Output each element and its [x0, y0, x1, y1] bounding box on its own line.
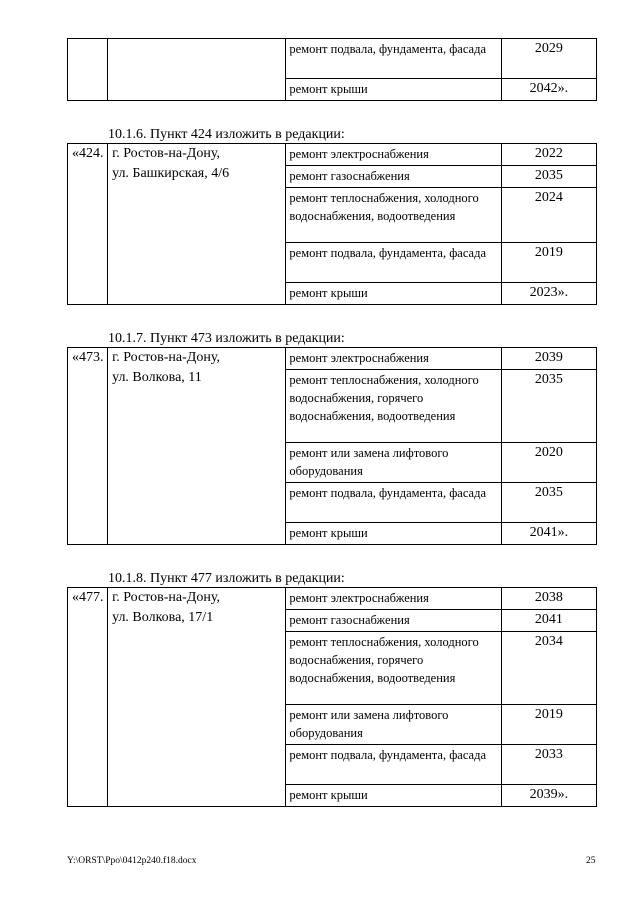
work-cell: ремонт крыши — [286, 523, 501, 545]
year-cell: 2019 — [501, 243, 596, 283]
item-number: «477. — [68, 588, 108, 807]
address-cell — [108, 39, 286, 101]
address-city: г. Ростов-на-Дону, — [112, 350, 220, 365]
item-number: «424. — [68, 144, 108, 305]
year-cell: 2022 — [501, 144, 596, 166]
footer-page-number: 25 — [586, 856, 596, 866]
table-row — [68, 39, 597, 79]
work-cell: ремонт крыши — [286, 785, 501, 807]
year-cell: 2035 — [501, 166, 596, 188]
table-473 — [67, 347, 597, 545]
work-cell: ремонт или замена лифтового оборудования — [286, 443, 501, 483]
year-cell: 2034 — [501, 632, 596, 705]
work-cell: ремонт газоснабжения — [286, 610, 501, 632]
work-cell: ремонт теплоснабжения, холодного водоснабжения, водоотведения — [286, 188, 501, 243]
year-cell: 2039 — [501, 348, 596, 370]
work-cell: ремонт подвала, фундамента, фасада — [286, 243, 501, 283]
section-heading: 10.1.7. Пункт 473 изложить в редакции: — [108, 331, 345, 346]
section-heading: 10.1.8. Пункт 477 изложить в редакции: — [108, 571, 345, 586]
year-cell: 2024 — [501, 188, 596, 243]
table-continued — [67, 38, 597, 101]
address-city: г. Ростов-на-Дону, — [112, 590, 220, 605]
footer-file-path: Y:\ORST\Ppo\0412p240.f18.docx — [67, 856, 197, 866]
section-heading: 10.1.6. Пункт 424 изложить в редакции: — [108, 127, 345, 142]
work-cell: ремонт крыши — [286, 79, 501, 101]
year-cell: 2033 — [501, 745, 596, 785]
work-cell: ремонт или замена лифтового оборудования — [286, 705, 501, 745]
work-cell: ремонт подвала, фундамента, фасада — [286, 483, 501, 523]
year-cell: 2029 — [501, 39, 596, 79]
work-cell: ремонт газоснабжения — [286, 166, 501, 188]
table-424 — [67, 143, 597, 305]
address-street: ул. Башкирская, 4/6 — [112, 166, 230, 181]
work-cell: ремонт подвала, фундамента, фасада — [286, 745, 501, 785]
address-city: г. Ростов-на-Дону, — [112, 146, 220, 161]
year-cell: 2035 — [501, 483, 596, 523]
address-street: ул. Волкова, 17/1 — [112, 610, 214, 625]
year-cell: 2042». — [501, 79, 596, 101]
address-cell — [108, 348, 286, 545]
work-cell: ремонт подвала, фундамента, фасада — [286, 39, 501, 79]
year-cell: 2041». — [501, 523, 596, 545]
table-477 — [67, 587, 597, 807]
work-cell: ремонт электроснабжения — [286, 348, 501, 370]
year-cell: 2039». — [501, 785, 596, 807]
year-cell: 2019 — [501, 705, 596, 745]
year-cell: 2020 — [501, 443, 596, 483]
year-cell: 2035 — [501, 370, 596, 443]
item-number: «473. — [68, 348, 108, 545]
year-cell: 2041 — [501, 610, 596, 632]
table-row — [68, 588, 597, 610]
work-cell: ремонт теплоснабжения, холодного водоснабжения, горячего водоснабжения, водоотведения — [286, 632, 501, 705]
address-street: ул. Волкова, 11 — [112, 370, 202, 385]
year-cell: 2023». — [501, 283, 596, 305]
work-cell: ремонт крыши — [286, 283, 501, 305]
work-cell: ремонт электроснабжения — [286, 588, 501, 610]
table-row — [68, 144, 597, 166]
address-cell — [108, 144, 286, 305]
work-cell: ремонт теплоснабжения, холодного водоснабжения, горячего водоснабжения, водоотведения — [286, 370, 501, 443]
table-row — [68, 348, 597, 370]
number-cell — [68, 39, 108, 101]
year-cell: 2038 — [501, 588, 596, 610]
work-cell: ремонт электроснабжения — [286, 144, 501, 166]
address-cell — [108, 588, 286, 807]
